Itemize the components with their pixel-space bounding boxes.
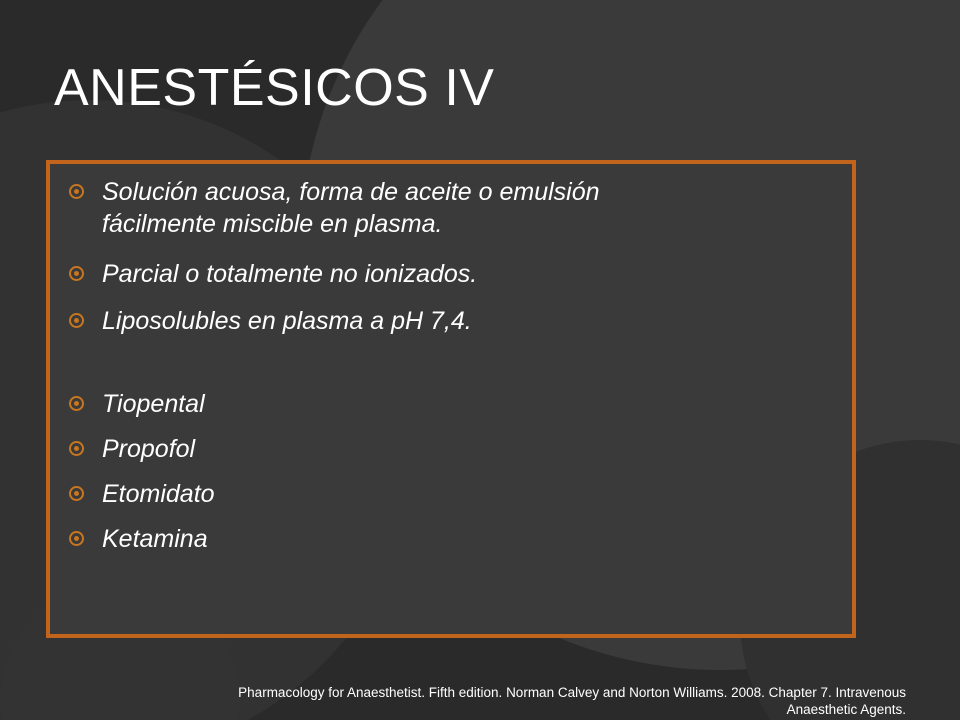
- bullet-item: [62, 258, 842, 290]
- citation-line: Pharmacology for Anaesthetist. Fifth edition. Norman Calvey and Norton Williams. 2008. Chapter 7. Intravenous: [238, 685, 906, 700]
- bullet-text-line: Etomidato: [102, 480, 215, 508]
- bullet-item: [62, 176, 842, 240]
- bullet-text-line: Liposolubles en plasma a pH 7,4.: [102, 307, 472, 335]
- circled-dot-bullet-icon: [69, 266, 84, 281]
- bullet-list: [62, 176, 842, 555]
- circled-dot-bullet-icon: [69, 313, 84, 328]
- bullet-text-line: Ketamina: [102, 525, 208, 553]
- bullet-item: [62, 478, 842, 510]
- circled-dot-bullet-icon: [69, 441, 84, 456]
- bullet-item: [62, 388, 842, 420]
- slide-title: ANESTÉSICOS IV: [54, 59, 495, 117]
- circled-dot-bullet-icon: [69, 184, 84, 199]
- bullet-text-line: Parcial o totalmente no ionizados.: [102, 260, 478, 288]
- citation-footer: [86, 684, 906, 718]
- bullet-text-line: fácilmente miscible en plasma.: [102, 210, 443, 238]
- citation-line: Anaesthetic Agents.: [786, 702, 906, 717]
- circled-dot-bullet-icon: [69, 486, 84, 501]
- bullet-item: [62, 305, 842, 337]
- circled-dot-bullet-icon: [69, 396, 84, 411]
- bullet-text-line: Propofol: [102, 435, 196, 463]
- bullet-text-line: Solución acuosa, forma de aceite o emulsión: [102, 178, 600, 206]
- bullet-item: [62, 523, 842, 555]
- bullet-text-line: Tiopental: [102, 390, 205, 418]
- circled-dot-bullet-icon: [69, 531, 84, 546]
- bullet-item: [62, 433, 842, 465]
